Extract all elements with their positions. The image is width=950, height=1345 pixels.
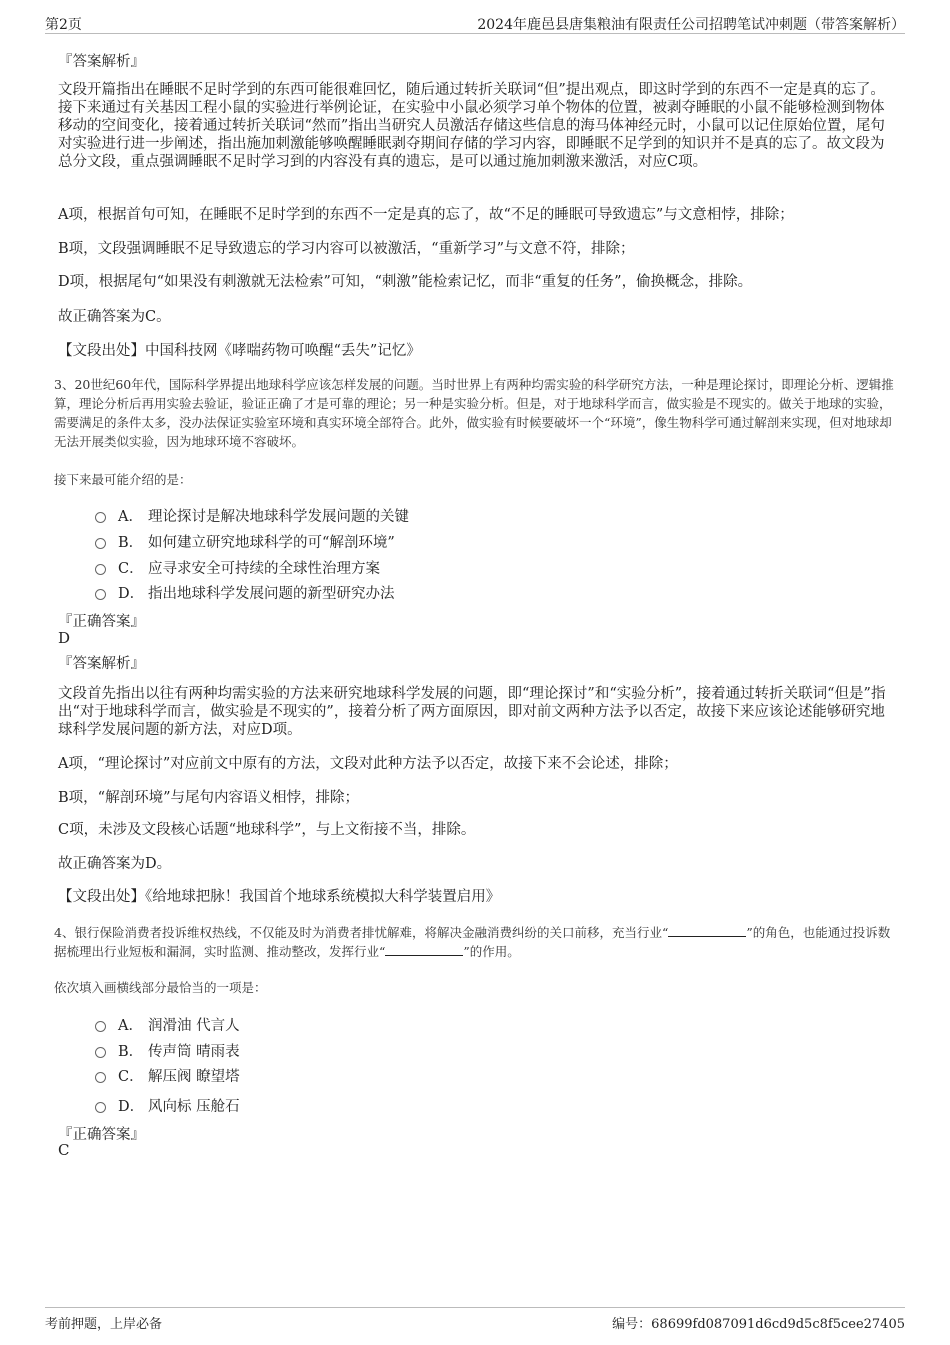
header-divider <box>45 33 905 34</box>
option-b-analysis: B项，“解剖环境”与尾句内容语义相悖，排除； <box>58 790 359 806</box>
answer-label: 『正确答案』 <box>58 614 145 630</box>
footer-slogan: 考前押题，上岸必备 <box>45 1317 163 1332</box>
question-3-option-d[interactable] <box>95 582 395 603</box>
source: 【文段出处】《给地球把脉！我国首个地球系统模拟大科学装置启用》 <box>58 889 501 905</box>
option-a-analysis: A项，“理论探讨”对应前文中原有的方法，文段对此种方法予以否定，故接下来不会论述，排除； <box>58 756 678 772</box>
option-text: 如何建立研究地球科学的可“解剖环境” <box>148 535 395 551</box>
question-4-text-part-3: ”的作用。 <box>463 944 520 959</box>
radio-button[interactable] <box>95 1072 106 1083</box>
correct-answer: D <box>58 629 71 647</box>
option-text: 指出地球科学发展问题的新型研究办法 <box>148 586 395 602</box>
fill-blank <box>668 925 746 937</box>
conclusion: 故正确答案为C。 <box>58 309 171 325</box>
option-letter: A． <box>118 1018 143 1034</box>
radio-button[interactable] <box>95 564 106 575</box>
option-text: 解压阀 瞭望塔 <box>148 1069 240 1085</box>
document-title: 2024年鹿邑县唐集粮油有限责任公司招聘笔试冲刺题（带答案解析） <box>477 17 905 33</box>
option-letter: B． <box>118 1044 144 1060</box>
question-3-option-a[interactable] <box>95 505 409 526</box>
conclusion: 故正确答案为D。 <box>58 856 172 872</box>
question-4-option-b[interactable] <box>95 1040 240 1061</box>
radio-button[interactable] <box>95 1021 106 1032</box>
answer-label: 『正确答案』 <box>58 1127 145 1143</box>
radio-button[interactable] <box>95 1102 106 1113</box>
question-3-option-c[interactable] <box>95 557 380 578</box>
option-letter: C． <box>118 561 144 577</box>
option-letter: B． <box>118 535 144 551</box>
fill-blank <box>385 944 463 956</box>
option-text: 理论探讨是解决地球科学发展问题的关键 <box>148 509 409 525</box>
question-4-option-a[interactable] <box>95 1014 240 1035</box>
option-text: 润滑油 代言人 <box>148 1018 240 1034</box>
question-3-text: 3、20世纪60年代，国际科学界提出地球科学应该怎样发展的问题。当时世界上有两种均需实验的科学研究方法，一种是理论探讨，即理论分析、逻辑推算，理论分析后再用实验去验证，验证正确了才是可靠的理论；另一种是实验分析。但是，对于地球科学而言，做实验是不现实的。做关于地球的实验，需要满足的条件太多，没办法保证实验室环境和真实环境全部符合。此外，做实验有时候要破坏一个“环境”，像生物科学可通过解剖来实现，但对地球却无法开展类似实验，因为地球环境不容破坏。 <box>54 377 894 449</box>
option-letter: D． <box>118 586 145 602</box>
question-4-option-d[interactable] <box>95 1095 240 1116</box>
question-4-text-part-2: ”的角色，也能通过投诉数据梳理出行业短板和漏洞，实时监测、推动整改，发挥行业“ <box>54 925 891 959</box>
option-c-analysis: C项，未涉及文段核心话题“地球科学”，与上文衔接不当，排除。 <box>58 822 476 838</box>
option-text: 风向标 压舱石 <box>148 1099 240 1115</box>
analysis-label: 『答案解析』 <box>58 656 145 672</box>
option-letter: A． <box>118 509 143 525</box>
question-4-prompt: 依次填入画横线部分最恰当的一项是： <box>54 980 267 995</box>
source: 【文段出处】中国科技网《哮喘药物可唤醒“丢失”记忆》 <box>58 343 421 359</box>
radio-button[interactable] <box>95 1047 106 1058</box>
footer-divider <box>45 1307 905 1308</box>
option-letter: D． <box>118 1099 145 1115</box>
radio-button[interactable] <box>95 538 106 549</box>
option-a-analysis: A项，根据首句可知，在睡眠不足时学到的东西不一定是真的忘了，故“不足的睡眠可导致遗忘”与文意相悖，排除； <box>58 207 794 223</box>
analysis-text: 文段首先指出以往有两种均需实验的方法来研究地球科学发展的问题，即“理论探讨”和“实验分析”，接着通过转折关联词“但是”指出“对于地球科学而言，做实验是不现实的”，接着分析了两方面原因，即对前文两种方法予以否定，故接下来应该论述能够研究地球科学发展问题的新方法，对应D项。 <box>58 686 886 738</box>
question-4-option-c[interactable] <box>95 1065 240 1086</box>
option-letter: C． <box>118 1069 144 1085</box>
question-4-text <box>54 923 895 961</box>
option-b-analysis: B项，文段强调睡眠不足导致遗忘的学习内容可以被激活，“重新学习”与文意不符，排除； <box>58 241 635 257</box>
document-id: 编号：68699fd087091d6cd9d5c8f5cee27405 <box>612 1317 905 1332</box>
analysis-label: 『答案解析』 <box>58 54 145 70</box>
page-number: 第2页 <box>45 17 82 33</box>
option-d-analysis: D项，根据尾句“如果没有刺激就无法检索”可知，“刺激”能检索记忆，而非“重复的任务”，偷换概念，排除。 <box>58 274 753 290</box>
question-3-option-b[interactable] <box>95 531 395 552</box>
radio-button[interactable] <box>95 512 106 523</box>
question-3-prompt: 接下来最可能介绍的是： <box>54 472 192 487</box>
option-text: 传声筒 晴雨表 <box>148 1044 240 1060</box>
correct-answer: C <box>58 1141 70 1159</box>
radio-button[interactable] <box>95 589 106 600</box>
analysis-text: 文段开篇指出在睡眠不足时学到的东西可能很难回忆，随后通过转折关联词“但”提出观点，即这时学到的东西不一定是真的忘了。接下来通过有关基因工程小鼠的实验进行举例论证，在实验中小鼠必须学习单个物体的位置，被剥夺睡眠的小鼠不能够检测到物体移动的空间变化，接着通过转折关联词“然而”指出当研究人员激活存储这些信息的海马体神经元时，小鼠可以记住原始位置，尾句对实验进行进一步阐述，指出施加刺激能够唤醒睡眠剥夺期间存储的学习内容，即睡眠不足学到的知识并不是真的忘了。故文段为总分文段，重点强调睡眠不足时学习到的内容没有真的遗忘，是可以通过施加刺激来激活，对应C项。 <box>58 82 885 170</box>
option-text: 应寻求安全可持续的全球性治理方案 <box>148 561 380 577</box>
question-4-text-part-1: 4、银行保险消费者投诉维权热线，不仅能及时为消费者排忧解难，将解决金融消费纠纷的关口前移，充当行业“ <box>54 925 669 940</box>
